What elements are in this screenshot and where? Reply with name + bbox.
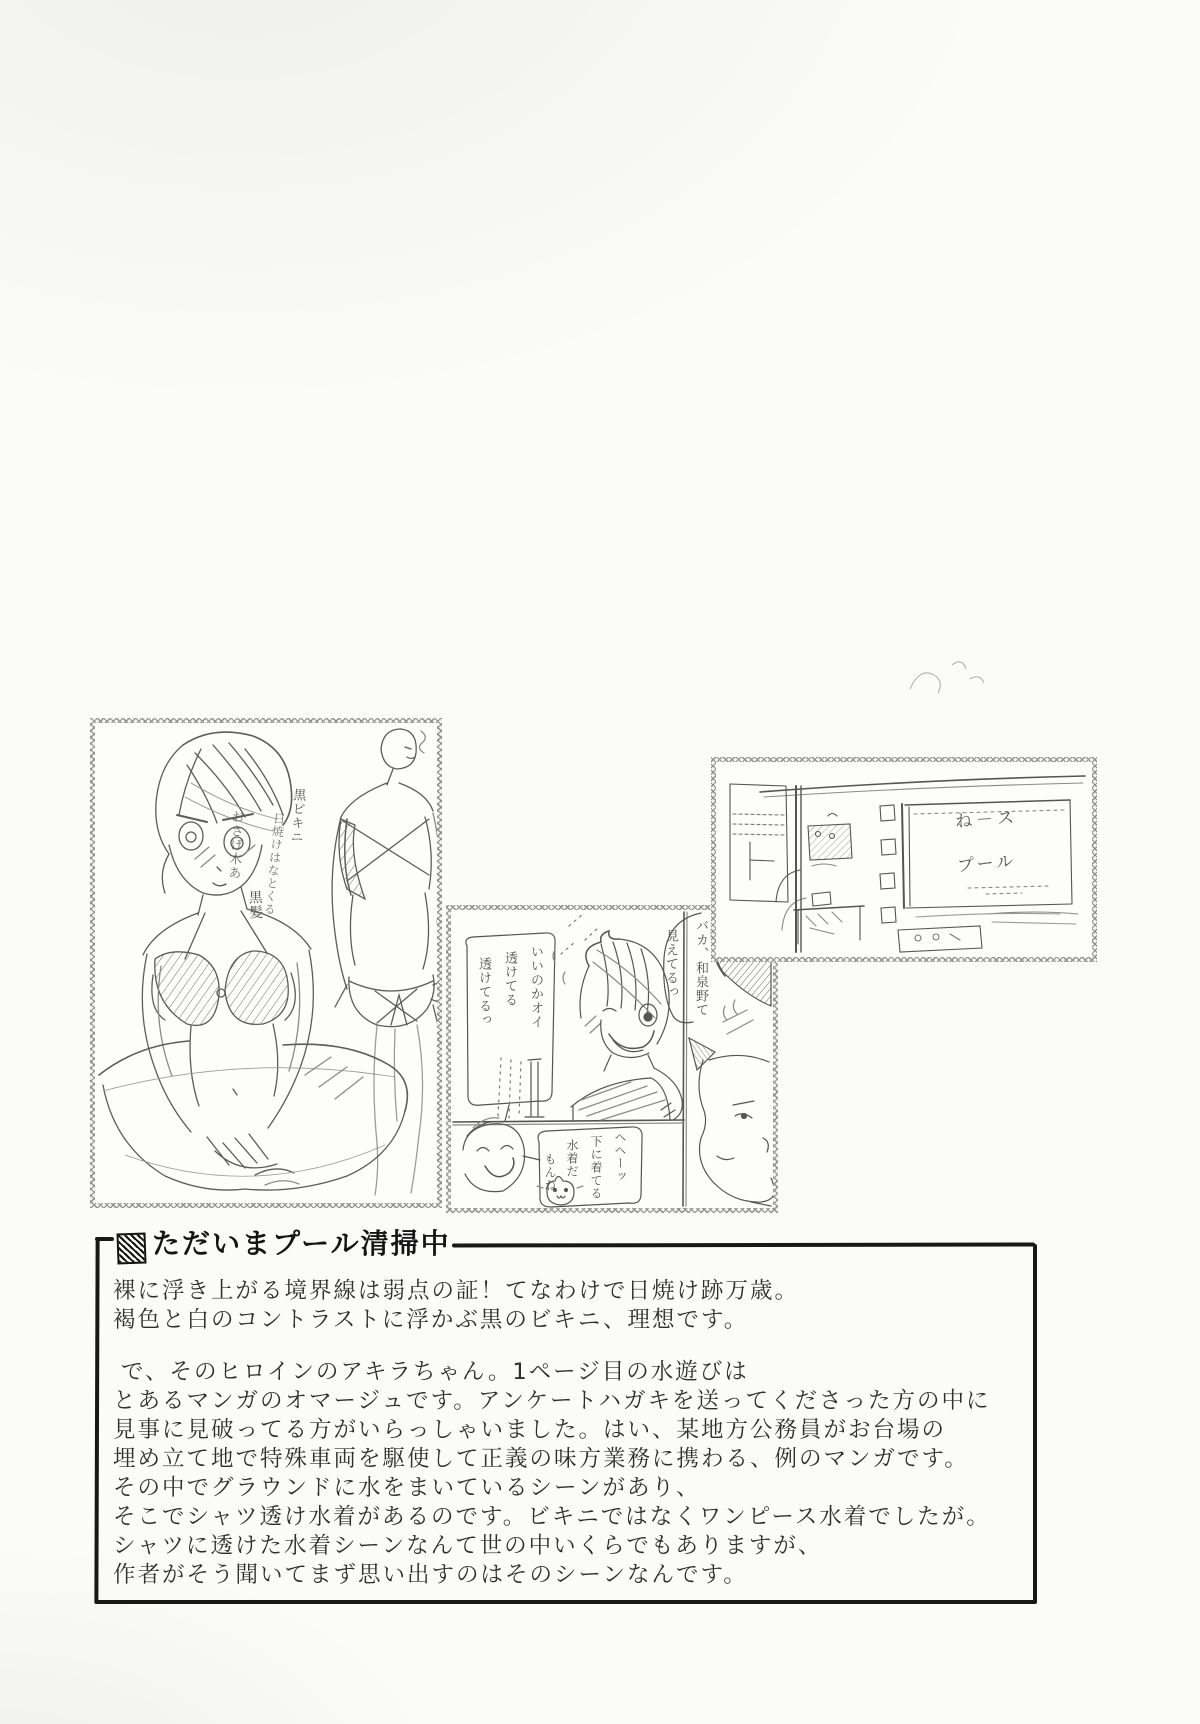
note-border-left: [94, 1238, 99, 1604]
note-line: 褐色と白のコントラストに浮かぶ黒のビキニ、理想です。: [113, 1307, 749, 1333]
note-line: 作者がそう聞いてまず思い出すのはそのシーンなんです。: [113, 1562, 748, 1588]
bubble-right-col1: バカ、和泉野て: [693, 919, 708, 1017]
bubble-bottom-col3: 水着だ: [565, 1139, 579, 1178]
note-line: 見事に見破ってる方がいらっしゃいました。はい、某地方公務員がお台場の: [113, 1417, 947, 1443]
label-pool: プール: [956, 851, 1018, 877]
note-body: [113, 1277, 1028, 1590]
stray-pencil-marks: [900, 655, 990, 705]
note-line: とあるマンガのオマージュです。アンケートハガキを送ってくださった方の中に: [113, 1388, 991, 1414]
bubble-left-col1: いいのかオイ: [528, 945, 543, 1029]
hatched-square-icon: [116, 1233, 146, 1265]
bubble-bottom-col4: もんね: [543, 1153, 557, 1192]
note-line: 裸に浮き上がる境界線は弱点の証！てなわけで日焼け跡万歳。: [113, 1278, 800, 1304]
bubble-bottom-col1: ヘヘーッ: [613, 1131, 627, 1183]
note-border-right: [1033, 1244, 1037, 1604]
note-border-top-stub: [95, 1237, 114, 1241]
note-line: その中でグラウンドに水をまいているシーンがあり、: [113, 1475, 701, 1501]
bubble-bottom-col2: 下に着てる: [589, 1135, 603, 1200]
floorplan-drawing: [716, 762, 1092, 957]
label-room: ね－ス: [954, 807, 1019, 833]
annotation-tan-line: 日焼けはなとくる: [261, 811, 287, 917]
sketch-box-characters: [90, 718, 442, 1208]
bubble-left-col3: 透けてるっ: [476, 957, 491, 1027]
character-sketch-drawing: [95, 723, 437, 1203]
note-line: シャツに透けた水着シーンなんて世の中いくらでもありますが、: [113, 1533, 823, 1559]
note-border-bottom: [95, 1600, 1036, 1604]
note-title: ただいまプール清掃中: [152, 1227, 451, 1260]
annotation-black-bikini: 黒ビキニ: [287, 787, 306, 845]
bubble-left-col2: 透けてる: [502, 951, 517, 1007]
sketch-box-floorplan: [711, 757, 1097, 962]
note-border-top: [452, 1242, 1035, 1247]
note-line: そこでシャツ透け水着があるのです。ビキニではなくワンピース水着でしたが。: [113, 1504, 991, 1530]
annotation-hair-top: おさげ木あ: [225, 809, 244, 881]
bubble-right-col2: 見えてるっ: [663, 929, 678, 999]
note-line: で、そのヒロインのアキラちゃん。1ページ目の水遊びは: [121, 1359, 749, 1385]
annotation-black-hair: 黒髪: [246, 889, 264, 921]
note-line: 埋め立て地で特殊車両を駆使して正義の味方業務に携わる、例のマンガです。: [113, 1446, 969, 1472]
